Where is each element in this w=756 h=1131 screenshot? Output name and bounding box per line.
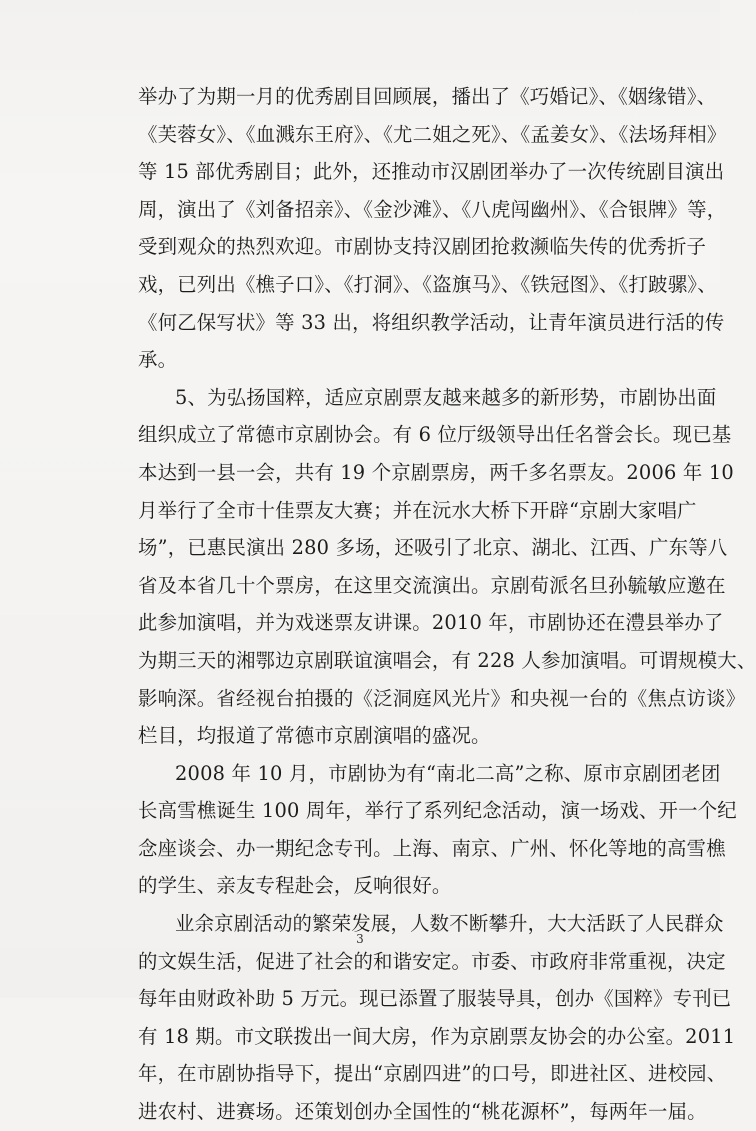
text-line: 此参加演唱，并为戏迷票友讲课。2010 年，市剧协还在澧县举办了 (138, 611, 724, 635)
text-line: 组织成立了常德市京剧协会。有 6 位厅级领导出任名誉会长。现已基 (138, 423, 732, 447)
text-line: 栏目，均报道了常德市京剧演唱的盛况。 (138, 724, 491, 748)
text-line: 5、为弘扬国粹，适应京剧票友越来越多的新形势，市剧协出面 (175, 385, 717, 409)
text-line: 《何乙保写状》等 33 出，将组织教学活动，让青年演员进行活的传 (138, 310, 725, 334)
text-line: 本达到一县一会，共有 19 个京剧票房，两千多名票友。2006 年 10 (138, 460, 734, 484)
text-line: 戏，已列出《樵子口》、《打洞》、《盗旗马》、《铁冠图》、《打跛骡》、 (138, 272, 717, 296)
text-line: 年，在市剧协指导下，提出“京剧四进”的口号，即进社区、进校园、 (138, 1062, 727, 1086)
text-line: 有 18 期。市文联拨出一间大房，作为京剧票友协会的办公室。2011 (138, 1024, 736, 1048)
text-line: 影响深。省经视台拍摄的《泛洞庭风光片》和央视一台的《焦点访谈》 (138, 686, 746, 710)
text-line: 为期三天的湘鄂边京剧联谊演唱会，有 228 人参加演唱。可谓规模大、 (138, 648, 756, 672)
text-line: 月举行了全市十佳票友大赛；并在沅水大桥下开辟“京剧大家唱广 (138, 498, 697, 522)
text-line: 业余京剧活动的繁荣发展，人数不断攀升，大大活跃了人民群众 (175, 912, 724, 936)
text-line: 的学生、亲友专程赴会，反响很好。 (138, 874, 452, 898)
document-body-text (138, 78, 756, 1131)
text-line: 受到观众的热烈欢迎。市剧协支持汉剧团抢救濒临失传的优秀折子 (138, 235, 707, 259)
text-line: 念座谈会、办一期纪念专刊。上海、南京、广州、怀化等地的高雪樵 (138, 836, 726, 860)
text-line: 场”，已惠民演出 280 多场，还吸引了北京、湖北、江西、广东等八 (138, 536, 728, 560)
text-line: 周，演出了《刘备招亲》、《金沙滩》、《八虎闯幽州》、《合银牌》等， (138, 197, 727, 221)
page-number: 3 (356, 932, 364, 946)
text-line: 省及本省几十个票房，在这里交流演出。京剧荀派名旦孙毓敏应邀在 (138, 573, 726, 597)
text-line: 的文娱生活，促进了社会的和谐安定。市委、市政府非常重视，决定 (138, 949, 726, 973)
text-line: 长高雪樵诞生 100 周年，举行了系列纪念活动，演一场戏、开一个纪 (138, 799, 737, 823)
text-line: 举办了为期一月的优秀剧目回顾展，播出了《巧婚记》、《姻缘错》、 (138, 85, 717, 108)
text-line: 等 15 部优秀剧目；此外，还推动市汉剧团举办了一次传统剧目演出 (138, 160, 725, 184)
text-line: 每年由财政补助 5 万元。现已添置了服装导具，创办《国粹》专刊已 (138, 987, 732, 1011)
text-line: 承。 (138, 348, 178, 372)
text-line: 进农村、进赛场。还策划创办全国性的“桃花源杯”，每两年一届。 (138, 1100, 707, 1124)
text-line: 《芙蓉女》、《血溅东王府》、《尤二姐之死》、《孟姜女》、《法场拜相》 (138, 122, 727, 146)
text-line: 2008 年 10 月，市剧协为有“南北二高”之称、原市京剧团老团 (175, 761, 721, 785)
